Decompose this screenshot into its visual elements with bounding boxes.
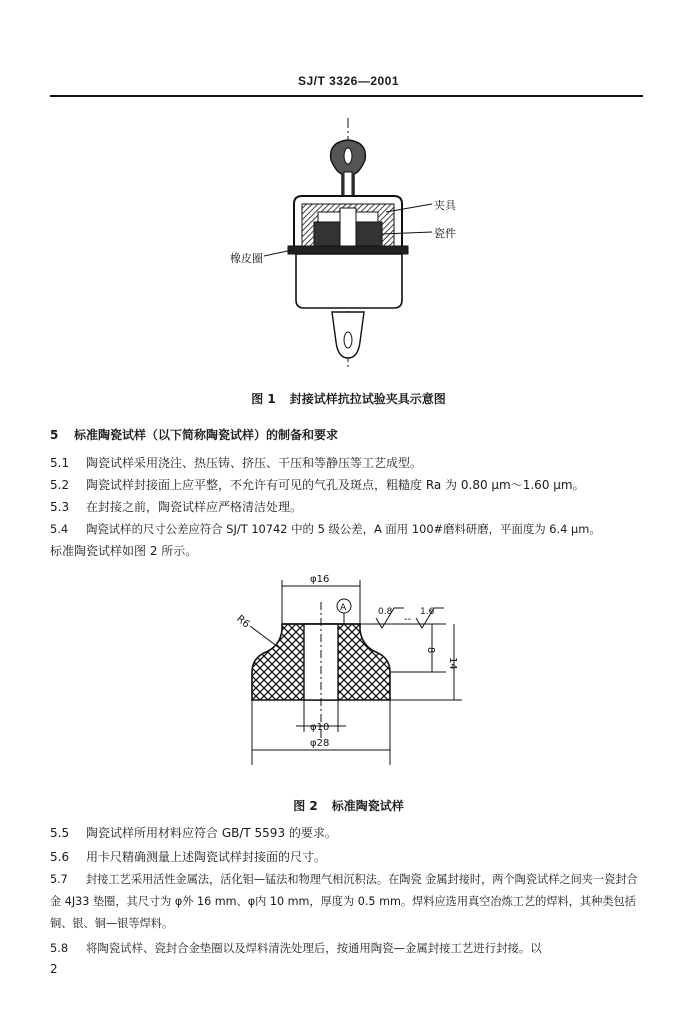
figure-2-caption [0, 797, 697, 814]
paragraph-5-7 [50, 869, 645, 935]
paragraph-5-8 [50, 937, 645, 959]
paragraph-text: 标准陶瓷试样如图 2 所示。 [50, 544, 198, 558]
section-5-number: 5 [50, 428, 59, 442]
paragraph-number: 5.7 [50, 873, 68, 886]
paragraph-number: 5.1 [50, 456, 70, 470]
label-ceramic: 瓷件 [434, 227, 456, 240]
paragraph-number: 5.8 [50, 941, 69, 955]
section-5-title: 标准陶瓷试样（以下简称陶瓷试样）的制备和要求 [74, 428, 339, 442]
paragraph-number: 5.3 [50, 500, 70, 514]
paragraph-text: 将陶瓷试样、瓷封合金垫圈以及焊料清洗处理后，按通用陶瓷—金属封接工艺进行封接。以 [86, 941, 542, 955]
dim-8: 8 [425, 647, 436, 654]
paragraph-5-4-cont [50, 540, 645, 562]
dim-r6: R6 [234, 613, 252, 631]
figure-2-caption-num: 图 2 [293, 799, 318, 813]
paragraph-5-3 [50, 496, 645, 518]
paragraph-text: 封接工艺采用活性金属法，活化钼—锰法和物理气相沉积法。在陶瓷 金属封接时，两个陶瓷试样之间夹一瓷封合金 4J33 垫圈，其尺寸为 φ外 16 mm、φ内 10 mm，厚度为 0.5 mm。焊料应选用真空冶炼工艺的焊料，其种类包括铜、银、铜—银等焊料。 [50, 873, 638, 930]
label-rubber-ring: 橡皮圈 [230, 252, 263, 265]
paragraph-text: 陶瓷试样的尺寸公差应符合 SJ/T 10742 中的 5 级公差，A 面用 100#磨料研磨，平面度为 6.4 μm。 [86, 522, 601, 536]
paragraph-text: 陶瓷试样封接面上应平整，不允许有可见的气孔及斑点，粗糙度 Ra 为 0.80 μm～1.60 μm。 [86, 478, 585, 492]
paragraph-text: 用卡尺精确测量上述陶瓷试样封接面的尺寸。 [86, 850, 327, 864]
paragraph-text: 陶瓷试样采用浇注、热压铸、挤压、干压和等静压等工艺成型。 [86, 456, 423, 470]
paragraph-number: 5.5 [50, 826, 70, 840]
section-5-heading [50, 426, 338, 443]
standard-code: SJ/T 3326—2001 [297, 74, 400, 88]
top-eye-hole [344, 148, 352, 164]
paragraph-5-5 [50, 822, 645, 844]
paragraph-5-2 [50, 474, 645, 496]
figure-1-caption-num: 图 1 [251, 392, 276, 406]
paragraph-number: 5.6 [50, 850, 70, 864]
rough-value-1: 0.8 [378, 607, 393, 617]
paragraph-5-4 [50, 518, 645, 540]
datum-a: A [340, 603, 347, 613]
bottom-eye-hole [344, 332, 352, 348]
figure-1-caption-text: 封接试样抗拉试验夹具示意图 [289, 392, 446, 406]
dim-r6-leader [250, 626, 282, 650]
paragraph-number: 5.2 [50, 478, 70, 492]
figure-2 [200, 560, 490, 780]
figure-2-caption-text: 标准陶瓷试样 [331, 799, 404, 813]
dim-phi28: φ28 [310, 738, 330, 749]
paragraph-5-1 [50, 452, 645, 474]
figure-2-drawing [200, 560, 490, 780]
figure-1 [200, 112, 490, 374]
page-number: 2 [50, 962, 58, 976]
paragraph-text: 在封接之前，陶瓷试样应严格清洁处理。 [86, 500, 303, 514]
rough-dash: -- [404, 614, 412, 625]
dim-14: 14 [447, 657, 458, 670]
header-rule [50, 95, 643, 97]
paragraph-number: 5.4 [50, 522, 69, 536]
figure-1-caption [0, 390, 697, 407]
rough-value-2: 1.6 [420, 607, 435, 617]
rubber-ring [288, 246, 408, 254]
label-clamp: 夹具 [434, 199, 456, 212]
lower-body [296, 254, 402, 308]
paragraph-5-6 [50, 846, 645, 868]
figure-1-drawing [200, 112, 490, 374]
paragraph-text: 陶瓷试样所用材料应符合 GB/T 5593 的要求。 [86, 826, 337, 840]
dim-phi10: φ10 [310, 722, 330, 733]
dim-phi16: φ16 [310, 574, 330, 585]
